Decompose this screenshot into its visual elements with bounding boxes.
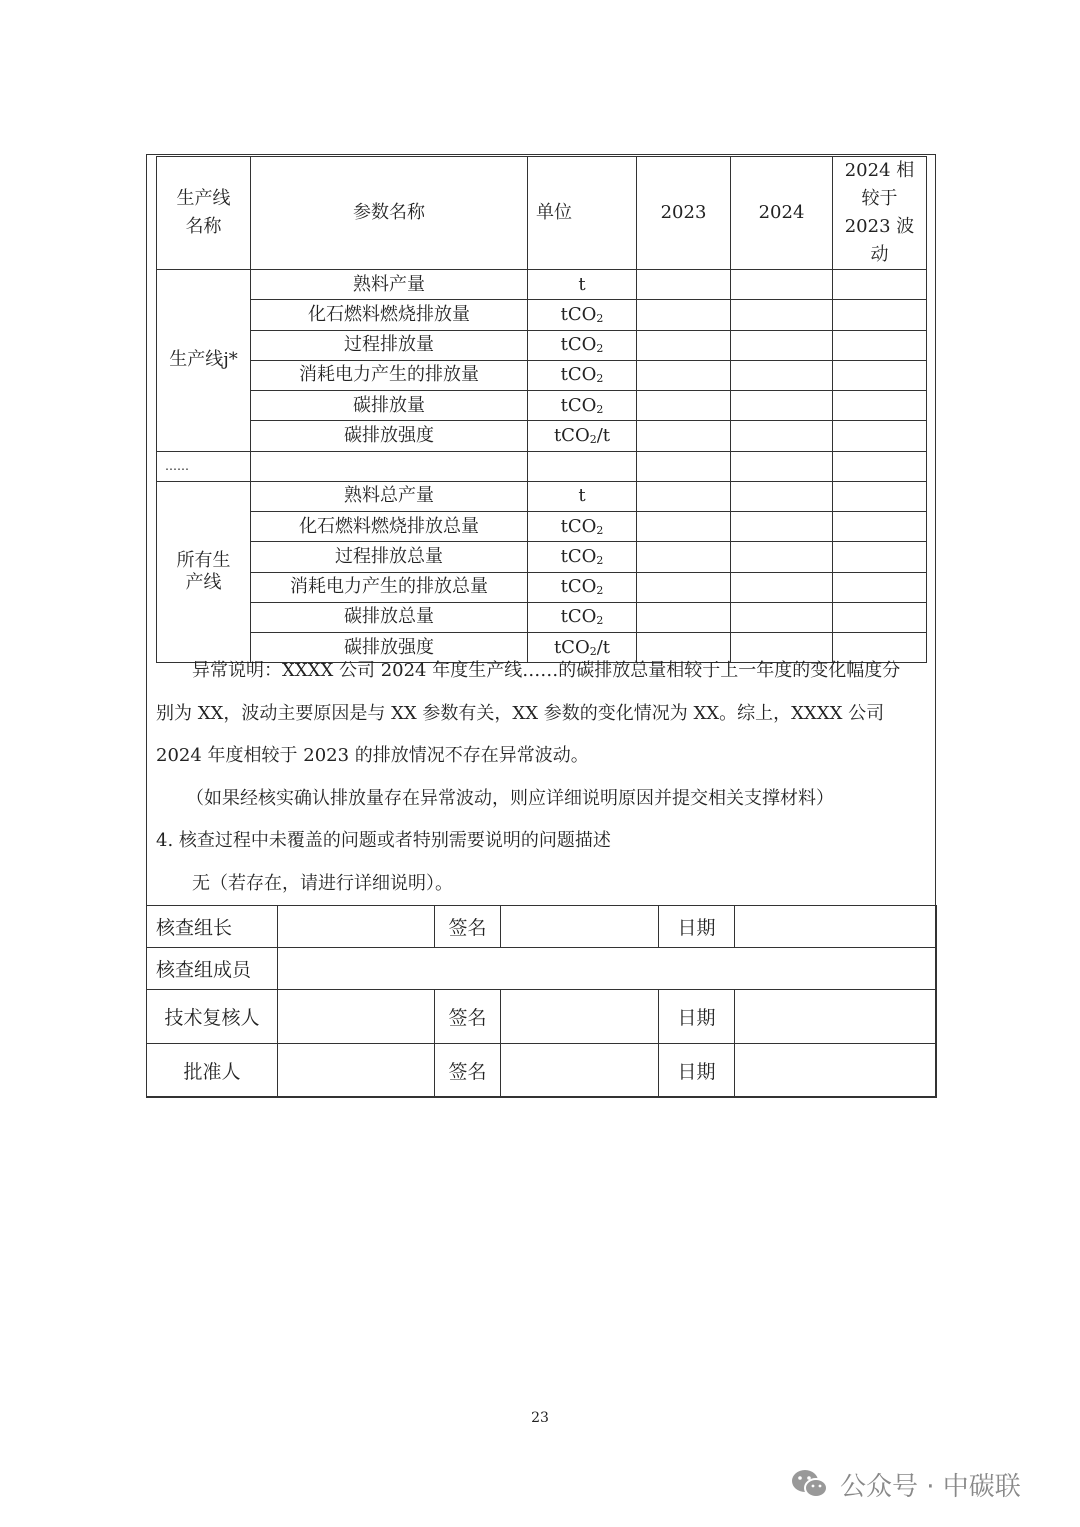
leader-date-field[interactable]: [735, 906, 937, 948]
watermark: [790, 1466, 1021, 1502]
anomaly-section: [156, 650, 926, 905]
value-2024[interactable]: [731, 481, 833, 511]
value-change[interactable]: [833, 512, 927, 542]
sign-label: 签名: [435, 990, 501, 1044]
unit-cell: tCO$_2$: [528, 602, 637, 632]
members-label: 核查组成员: [147, 948, 278, 990]
date-label: 日期: [659, 906, 735, 948]
table-row: [157, 360, 927, 390]
param-name: 化石燃料燃烧排放总量: [251, 512, 528, 542]
approver-date-field[interactable]: [735, 1044, 937, 1098]
value-2024[interactable]: [731, 421, 833, 451]
leader-label: 核查组长: [147, 906, 278, 948]
value-2023[interactable]: [637, 602, 731, 632]
members-field[interactable]: [278, 948, 937, 990]
header-2023: 2023: [637, 157, 731, 270]
signoff-row-reviewer: [147, 990, 937, 1044]
value-2024[interactable]: [731, 602, 833, 632]
value-change[interactable]: [833, 330, 927, 360]
param-name: [251, 451, 528, 481]
value-2023[interactable]: [637, 330, 731, 360]
unit-cell: tCO$_2$: [528, 512, 637, 542]
unit-cell: tCO$_2$: [528, 391, 637, 421]
value-2024[interactable]: [731, 512, 833, 542]
table-row-ellipsis: [157, 451, 927, 481]
table-row: [157, 391, 927, 421]
value-2024[interactable]: [731, 360, 833, 390]
table-row: [157, 602, 927, 632]
unit-cell: t: [528, 270, 637, 300]
value-2023[interactable]: [637, 391, 731, 421]
table-row: [157, 572, 927, 602]
table-row: [157, 542, 927, 572]
reviewer-label: 技术复核人: [147, 990, 278, 1044]
header-param-name: 参数名称: [251, 157, 528, 270]
unit-cell: tCO$_2$: [528, 572, 637, 602]
value-change[interactable]: [833, 542, 927, 572]
anomaly-line-1: 异常说明：XXXX 公司 2024 年度生产线……的碳排放总量相较于上一年度的变化幅度分: [192, 660, 901, 681]
unit-cell: tCO$_2$: [528, 330, 637, 360]
anomaly-line-3: 2024 年度相较于 2023 的排放情况不存在异常波动。: [156, 745, 589, 766]
param-name: 过程排放量: [251, 330, 528, 360]
signoff-row-leader: [147, 906, 937, 948]
param-name: 碳排放总量: [251, 602, 528, 632]
watermark-text: 公众号 · 中碳联: [840, 1471, 1021, 1502]
value-2024[interactable]: [731, 542, 833, 572]
unit-cell: tCO$_2$/t: [528, 633, 637, 663]
header-unit: 单位: [528, 157, 637, 270]
param-name: 熟料产量: [251, 270, 528, 300]
value-change[interactable]: [833, 300, 927, 330]
leader-signature-field[interactable]: [501, 906, 659, 948]
section-4-title: 4. 核查过程中未覆盖的问题或者特别需要说明的问题描述: [156, 830, 611, 851]
value-2024[interactable]: [731, 330, 833, 360]
table-row: [157, 330, 927, 360]
anomaly-line-2: 别为 XX，波动主要原因是与 XX 参数有关，XX 参数的变化情况为 XX。综上，XXXX 公司: [156, 702, 885, 724]
approver-name-field[interactable]: [278, 1044, 435, 1098]
section-4-body: 无（若存在，请进行详细说明）。: [192, 872, 453, 894]
value-2023[interactable]: [637, 421, 731, 451]
param-name: 碳排放强度: [251, 633, 528, 663]
header-change: 2024 相 较于 2023 波 动: [833, 157, 927, 270]
param-name: 消耗电力产生的排放量: [251, 360, 528, 390]
value-2023[interactable]: [637, 270, 731, 300]
table-row: [157, 512, 927, 542]
value-change[interactable]: [833, 391, 927, 421]
value-change[interactable]: [833, 481, 927, 511]
table-header-row: [157, 157, 927, 270]
value-2024[interactable]: [731, 270, 833, 300]
value-change[interactable]: [833, 360, 927, 390]
param-name: 碳排放强度: [251, 421, 528, 451]
reviewer-name-field[interactable]: [278, 990, 435, 1044]
date-label: 日期: [659, 1044, 735, 1098]
header-2024: 2024: [731, 157, 833, 270]
unit-cell: tCO$_2$: [528, 542, 637, 572]
value-change[interactable]: [833, 602, 927, 632]
value-2023[interactable]: [637, 512, 731, 542]
value-2024[interactable]: [731, 391, 833, 421]
value-2023[interactable]: [637, 360, 731, 390]
sign-label: 签名: [435, 1044, 501, 1098]
table-row: [157, 270, 927, 300]
value-2023[interactable]: [637, 572, 731, 602]
table-row: [157, 421, 927, 451]
param-name: 碳排放量: [251, 391, 528, 421]
param-name: 化石燃料燃烧排放量: [251, 300, 528, 330]
reviewer-signature-field[interactable]: [501, 990, 659, 1044]
value-2023[interactable]: [637, 451, 731, 481]
param-name: 熟料总产量: [251, 481, 528, 511]
param-name: 消耗电力产生的排放总量: [251, 572, 528, 602]
value-2023[interactable]: [637, 481, 731, 511]
signoff-table: [146, 905, 937, 1098]
value-2024[interactable]: [731, 300, 833, 330]
value-2024[interactable]: [731, 451, 833, 481]
leader-name-field[interactable]: [278, 906, 435, 948]
signoff-row-members: [147, 948, 937, 990]
approver-label: 批准人: [147, 1044, 278, 1098]
ellipsis-cell: ……: [157, 451, 251, 481]
unit-cell: tCO$_2$: [528, 300, 637, 330]
value-2024[interactable]: [731, 572, 833, 602]
value-change[interactable]: [833, 421, 927, 451]
unit-cell: [528, 451, 637, 481]
date-label: 日期: [659, 990, 735, 1044]
unit-cell: t: [528, 481, 637, 511]
param-name: 过程排放总量: [251, 542, 528, 572]
anomaly-note: （如果经核实确认排放量存在异常波动，则应详细说明原因并提交相关支撑材料）: [186, 787, 834, 809]
value-change[interactable]: [833, 572, 927, 602]
value-2023[interactable]: [637, 542, 731, 572]
emission-table: [156, 156, 927, 663]
value-change[interactable]: [833, 270, 927, 300]
value-2023[interactable]: [637, 300, 731, 330]
group-label-line-j: 生产线j*: [157, 270, 251, 452]
page-number: 23: [531, 1410, 549, 1426]
approver-signature-field[interactable]: [501, 1044, 659, 1098]
signoff-row-approver: [147, 1044, 937, 1098]
sign-label: 签名: [435, 906, 501, 948]
reviewer-date-field[interactable]: [735, 990, 937, 1044]
header-line-name: 生产线 名称: [157, 157, 251, 270]
table-row: [157, 481, 927, 511]
table-row: [157, 300, 927, 330]
unit-cell: tCO$_2$: [528, 360, 637, 390]
wechat-icon: [790, 1467, 830, 1501]
group-label-all-lines: 所有生 产线: [157, 481, 251, 663]
unit-cell: tCO$_2$/t: [528, 421, 637, 451]
value-change[interactable]: [833, 451, 927, 481]
